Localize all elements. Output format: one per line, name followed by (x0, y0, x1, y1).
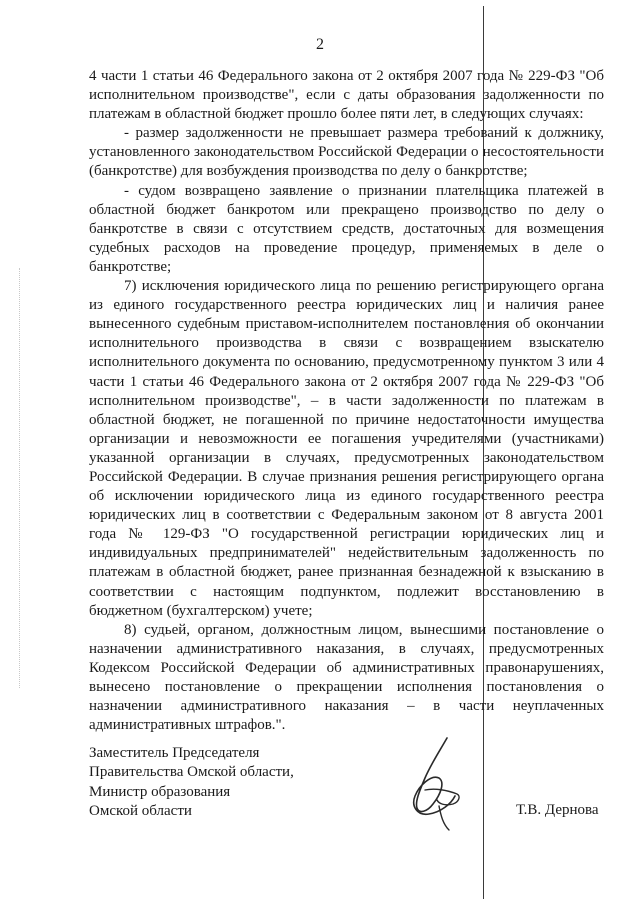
signature-block (89, 744, 294, 822)
signature-title-line-1: Заместитель Председателя (89, 745, 260, 761)
scan-edge-dots (19, 268, 21, 688)
paragraph-continuation: 4 части 1 статьи 46 Федерального закона от 2 октября 2007 года № 229-ФЗ "Об исполнительном производстве", если с даты образования задолженности по платежам в областной бюджет прошло более пяти лет, в следующих случаях: (89, 68, 604, 123)
handwritten-signature-icon (395, 734, 473, 834)
paragraph-bankruptcy-return: - судом возвращено заявление о признании плательщика платежей в областной бюджет банкротом или прекращено производство по делу о банкротстве в связи с отсутствием средств, достаточных для возмещения судебных расходов на проведение процедур, применяемых в деле о банкротстве; (89, 182, 604, 275)
signer-name: Т.В. Дернова (516, 802, 599, 818)
paragraph-debt-size: - размер задолженности не превышает размера требований к должнику, установленного законодательством Российской Федерации о несостоятельности (банкротстве) для возбуждения производства по делу о банкротстве; (89, 125, 604, 180)
document-body (89, 67, 604, 735)
signature-title-line-3: Министр образования (89, 783, 231, 800)
paragraph-item-7: 7) исключения юридического лица по решению регистрирующего органа из единого государственного реестра юридических лиц и наличия ранее вынесенного судебным приставом-исполнителем постановления об окончании исполнительного производства в связи с возвращением взыскателю исполнительного документа по основанию, предусмотренному пунктом 3 или 4 части 1 статьи 46 Федерального закона от 2 октября 2007 года № 229-ФЗ "Об исполнительном производстве", – в части задолженности по платежам в областной бюджет, не погашенной по причине недостаточности имущества организации и невозможности ее погашения учредителями (участниками) указанной организации в случаях, предусмотренных законодательством Российской Федерации. В случае признания решения регистрирующего органа об исключении юридического лица из единого государственного реестра юридических лиц в соответствии с Федеральным законом от 8 августа 2001 года № 129-ФЗ "О государственной регистрации юридических лиц и индивидуальных предпринимателей" недействительным задолженность по платежам в областной бюджет, ранее признанная безнадежной к взысканию в соответствии с настоящим подпунктом, подлежит восстановлению в бюджетном (бухгалтерском) учете; (89, 278, 604, 619)
signature-title-line-4: Омской области (89, 803, 192, 820)
paragraph-item-8: 8) судьей, органом, должностным лицом, вынесшими постановление о назначении административного наказания, в случаях, предусмотренных Кодексом Российской Федерации об административных правонарушениях, вынесено постановление о прекращении исполнения постановления о назначении административного наказания – в части неуплаченных административных штрафов.". (89, 621, 604, 734)
page-number: 2 (316, 36, 324, 53)
signature-title-line-2: Правительства Омской области, (89, 764, 294, 781)
